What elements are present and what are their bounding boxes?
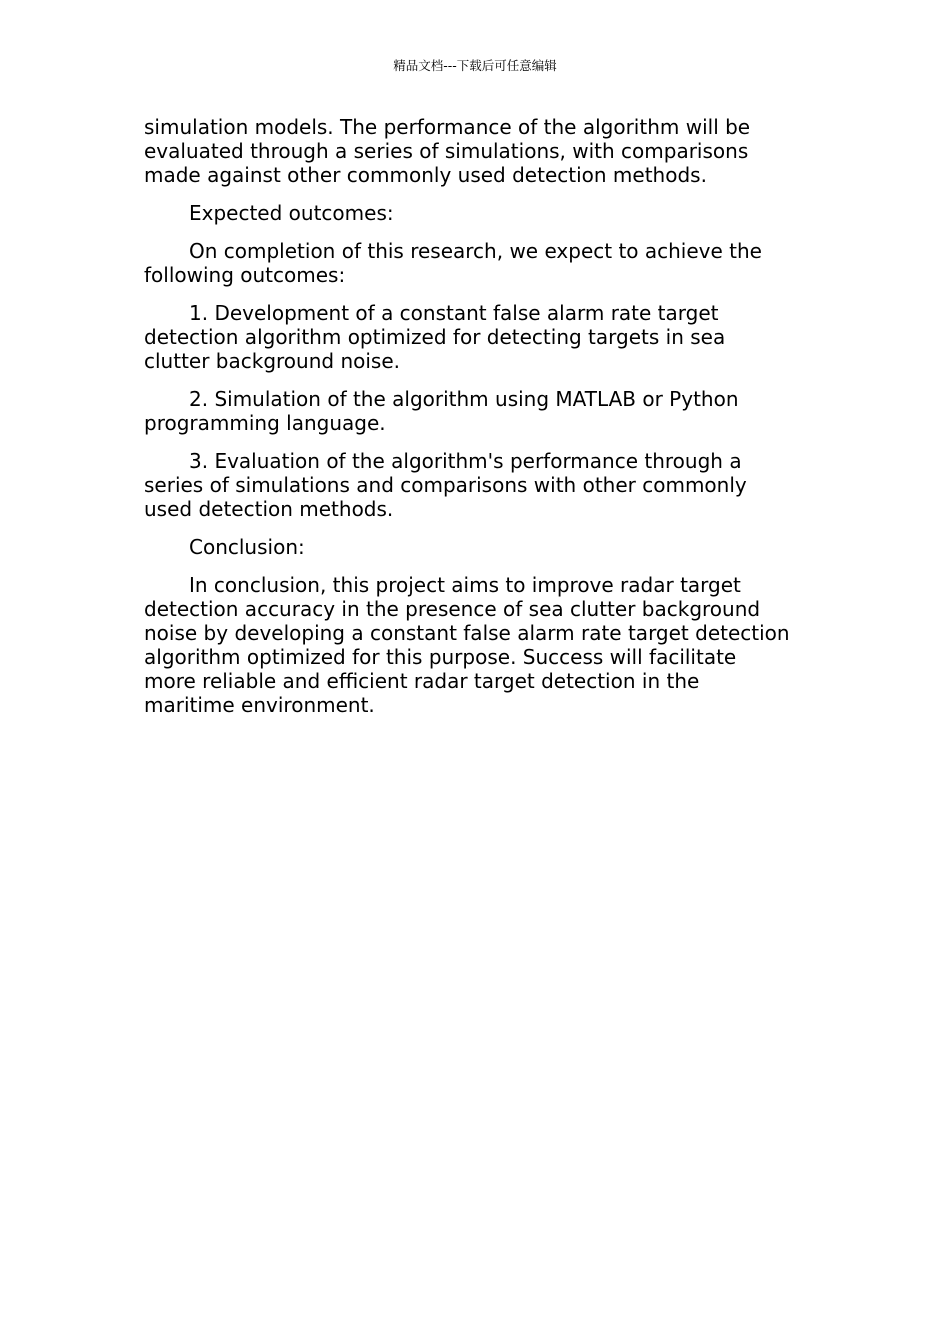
- list-item-outcome-1: 1. Development of a constant false alarm rate target detection algorithm optimized for detecting targets in sea clutter background noise.: [144, 301, 726, 373]
- paragraph-outcomes-intro: On completion of this research, we expect to achieve the following outcomes:: [144, 239, 762, 287]
- paragraph-continuation: simulation models. The performance of the algorithm will be evaluated through a series of simulations, with comparisons made against other commonly used detection methods.: [144, 115, 751, 187]
- heading-conclusion: Conclusion:: [189, 535, 305, 559]
- list-item-outcome-2: 2. Simulation of the algorithm using MATLAB or Python programming language.: [144, 387, 739, 435]
- heading-expected-outcomes: Expected outcomes:: [189, 201, 394, 225]
- list-item-outcome-3: 3. Evaluation of the algorithm's performance through a series of simulations and comparisons with other commonly used detection methods.: [144, 449, 747, 521]
- document-body: [144, 115, 794, 731]
- page-header: 精品文档---下载后可任意编辑: [393, 58, 557, 73]
- paragraph-conclusion: In conclusion, this project aims to improve radar target detection accuracy in the presence of sea clutter background noise by developing a constant false alarm rate target detection algorithm optimized for this purpose. Success will facilitate more reliable and efficient radar target detection in the maritime environment.: [144, 573, 790, 717]
